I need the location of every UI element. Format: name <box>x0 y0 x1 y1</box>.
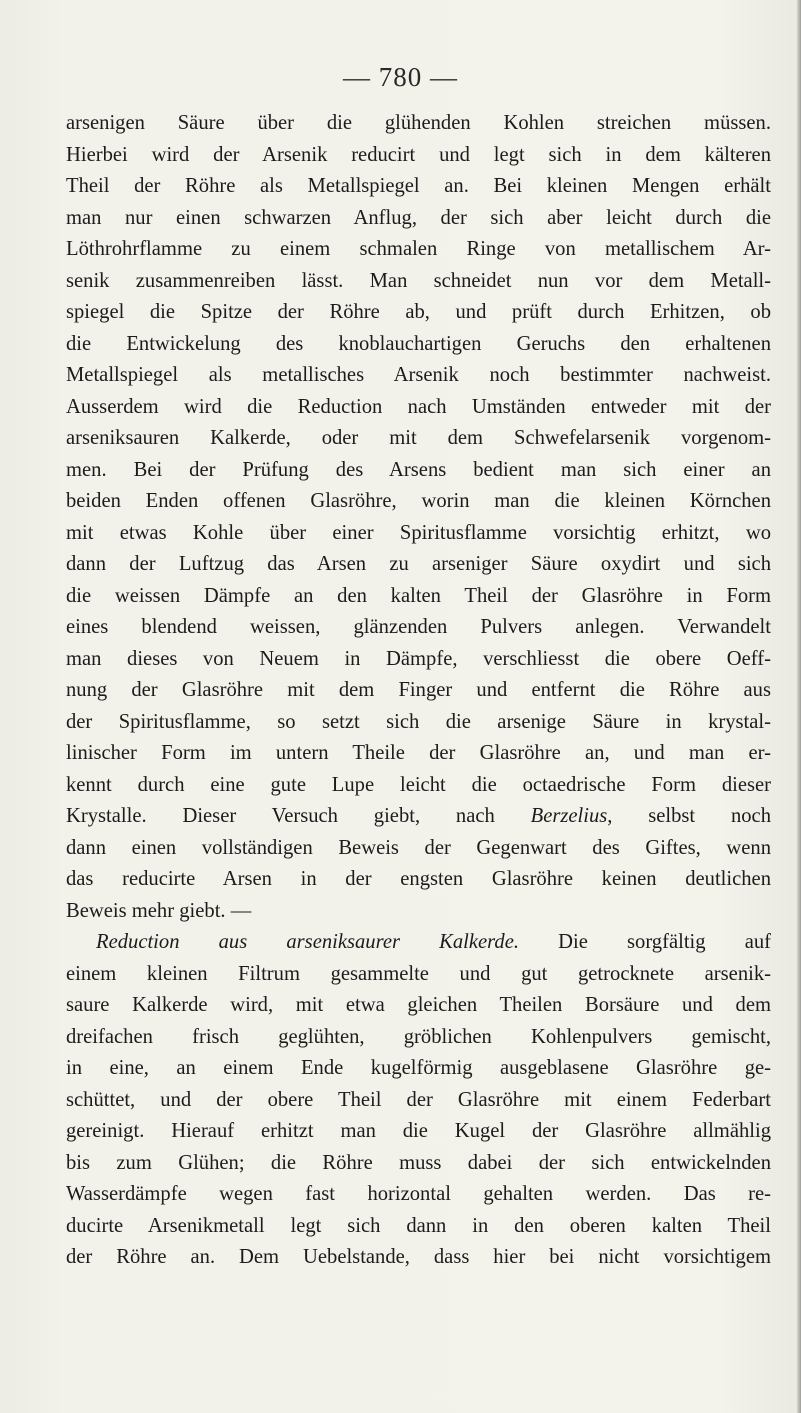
text-line: Metallspiegel als metallisches Arsenik noch bestimmter nachweist. <box>66 364 771 386</box>
text-line: die weissen Dämpfe an den kalten Theil der Glasröhre in Form <box>66 584 771 607</box>
text-line: Hierbei wird der Arsenik reducirt und legt sich in dem kälteren <box>66 143 771 166</box>
text-line: dreifachen frisch geglühten, gröblichen Kohlenpulvers gemischt, <box>66 1025 771 1048</box>
section-heading-italic: Reduction aus arseniksaurer Kalkerde. <box>96 931 520 953</box>
text-line: schüttet, und der obere Theil der Glasröhre mit einem Federbart <box>66 1088 771 1111</box>
text-line: kennt durch eine gute Lupe leicht die octaedrische Form dieser <box>66 773 771 796</box>
text-line: man dieses von Neuem in Dämpfe, verschliesst die obere Oeff- <box>66 647 771 670</box>
page-number-header: — 780 — <box>343 62 458 92</box>
text-line: arsenigen Säure über die glühenden Kohlen streichen müssen. <box>66 112 771 134</box>
text-line: der Spiritusflamme, so setzt sich die arsenige Säure in krystal- <box>66 710 771 733</box>
text-line-with-author <box>66 801 771 833</box>
text-line: linischer Form im untern Theile der Glasröhre an, und man er- <box>66 742 771 764</box>
text-line: dann einen vollständigen Beweis der Gegenwart des Giftes, wenn <box>66 836 771 859</box>
text-line: ducirte Arsenikmetall legt sich dann in den oberen kalten Theil <box>66 1214 771 1237</box>
text-line: der Röhre an. Dem Uebelstande, dass hier bei nicht vorsichtigem <box>66 1246 771 1268</box>
text-line: die Entwickelung des knoblauchartigen Geruchs den erhaltenen <box>66 332 771 355</box>
text-span: Die sorgfältig auf <box>519 931 771 953</box>
text-span: , selbst noch <box>607 805 771 827</box>
page-edge <box>797 0 801 1413</box>
body-text <box>66 108 771 1274</box>
text-line: Beweis mehr giebt. — <box>66 899 252 922</box>
text-line: gereinigt. Hierauf erhitzt man die Kugel der Glasröhre allmählig <box>66 1120 771 1142</box>
text-line: dann der Luftzug das Arsen zu arseniger Säure oxydirt und sich <box>66 553 771 575</box>
text-line: Löthrohrflamme zu einem schmalen Ringe von metallischem Ar- <box>66 238 771 260</box>
text-line: Wasserdämpfe wegen fast horizontal gehalten werden. Das re- <box>66 1183 771 1205</box>
text-line: nung der Glasröhre mit dem Finger und entfernt die Röhre aus <box>66 679 771 701</box>
text-line: einem kleinen Filtrum gesammelte und gut getrocknete arsenik- <box>66 962 771 985</box>
text-line: men. Bei der Prüfung des Arsens bedient man sich einer an <box>66 458 771 481</box>
section-heading-line <box>66 927 771 959</box>
text-line: bis zum Glühen; die Röhre muss dabei der sich entwickelnden <box>66 1151 771 1174</box>
text-line: das reducirte Arsen in der engsten Glasröhre keinen deutlichen <box>66 868 771 890</box>
text-line: arseniksauren Kalkerde, oder mit dem Schwefelarsenik vorgenom- <box>66 427 771 449</box>
text-line: beiden Enden offenen Glasröhre, worin man die kleinen Körnchen <box>66 490 771 512</box>
text-line: man nur einen schwarzen Anflug, der sich aber leicht durch die <box>66 206 771 229</box>
text-line: senik zusammenreiben lässt. Man schneidet nun vor dem Metall- <box>66 269 771 292</box>
text-span: Krystalle. Dieser Versuch giebt, nach <box>66 805 531 827</box>
text-line: eines blendend weissen, glänzenden Pulvers anlegen. Verwandelt <box>66 616 771 638</box>
text-line: Ausserdem wird die Reduction nach Umständen entweder mit der <box>66 395 771 418</box>
text-line: saure Kalkerde wird, mit etwa gleichen Theilen Borsäure und dem <box>66 994 771 1016</box>
text-line: mit etwas Kohle über einer Spiritusflamme vorsichtig erhitzt, wo <box>66 521 771 544</box>
text-line: in eine, an einem Ende kugelförmig ausgeblasene Glasröhre ge- <box>66 1057 771 1079</box>
text-line: spiegel die Spitze der Röhre ab, und prüft durch Erhitzen, ob <box>66 301 771 323</box>
text-line: Theil der Röhre als Metallspiegel an. Bei kleinen Mengen erhält <box>66 175 771 197</box>
author-name-italic: Berzelius <box>530 805 608 827</box>
